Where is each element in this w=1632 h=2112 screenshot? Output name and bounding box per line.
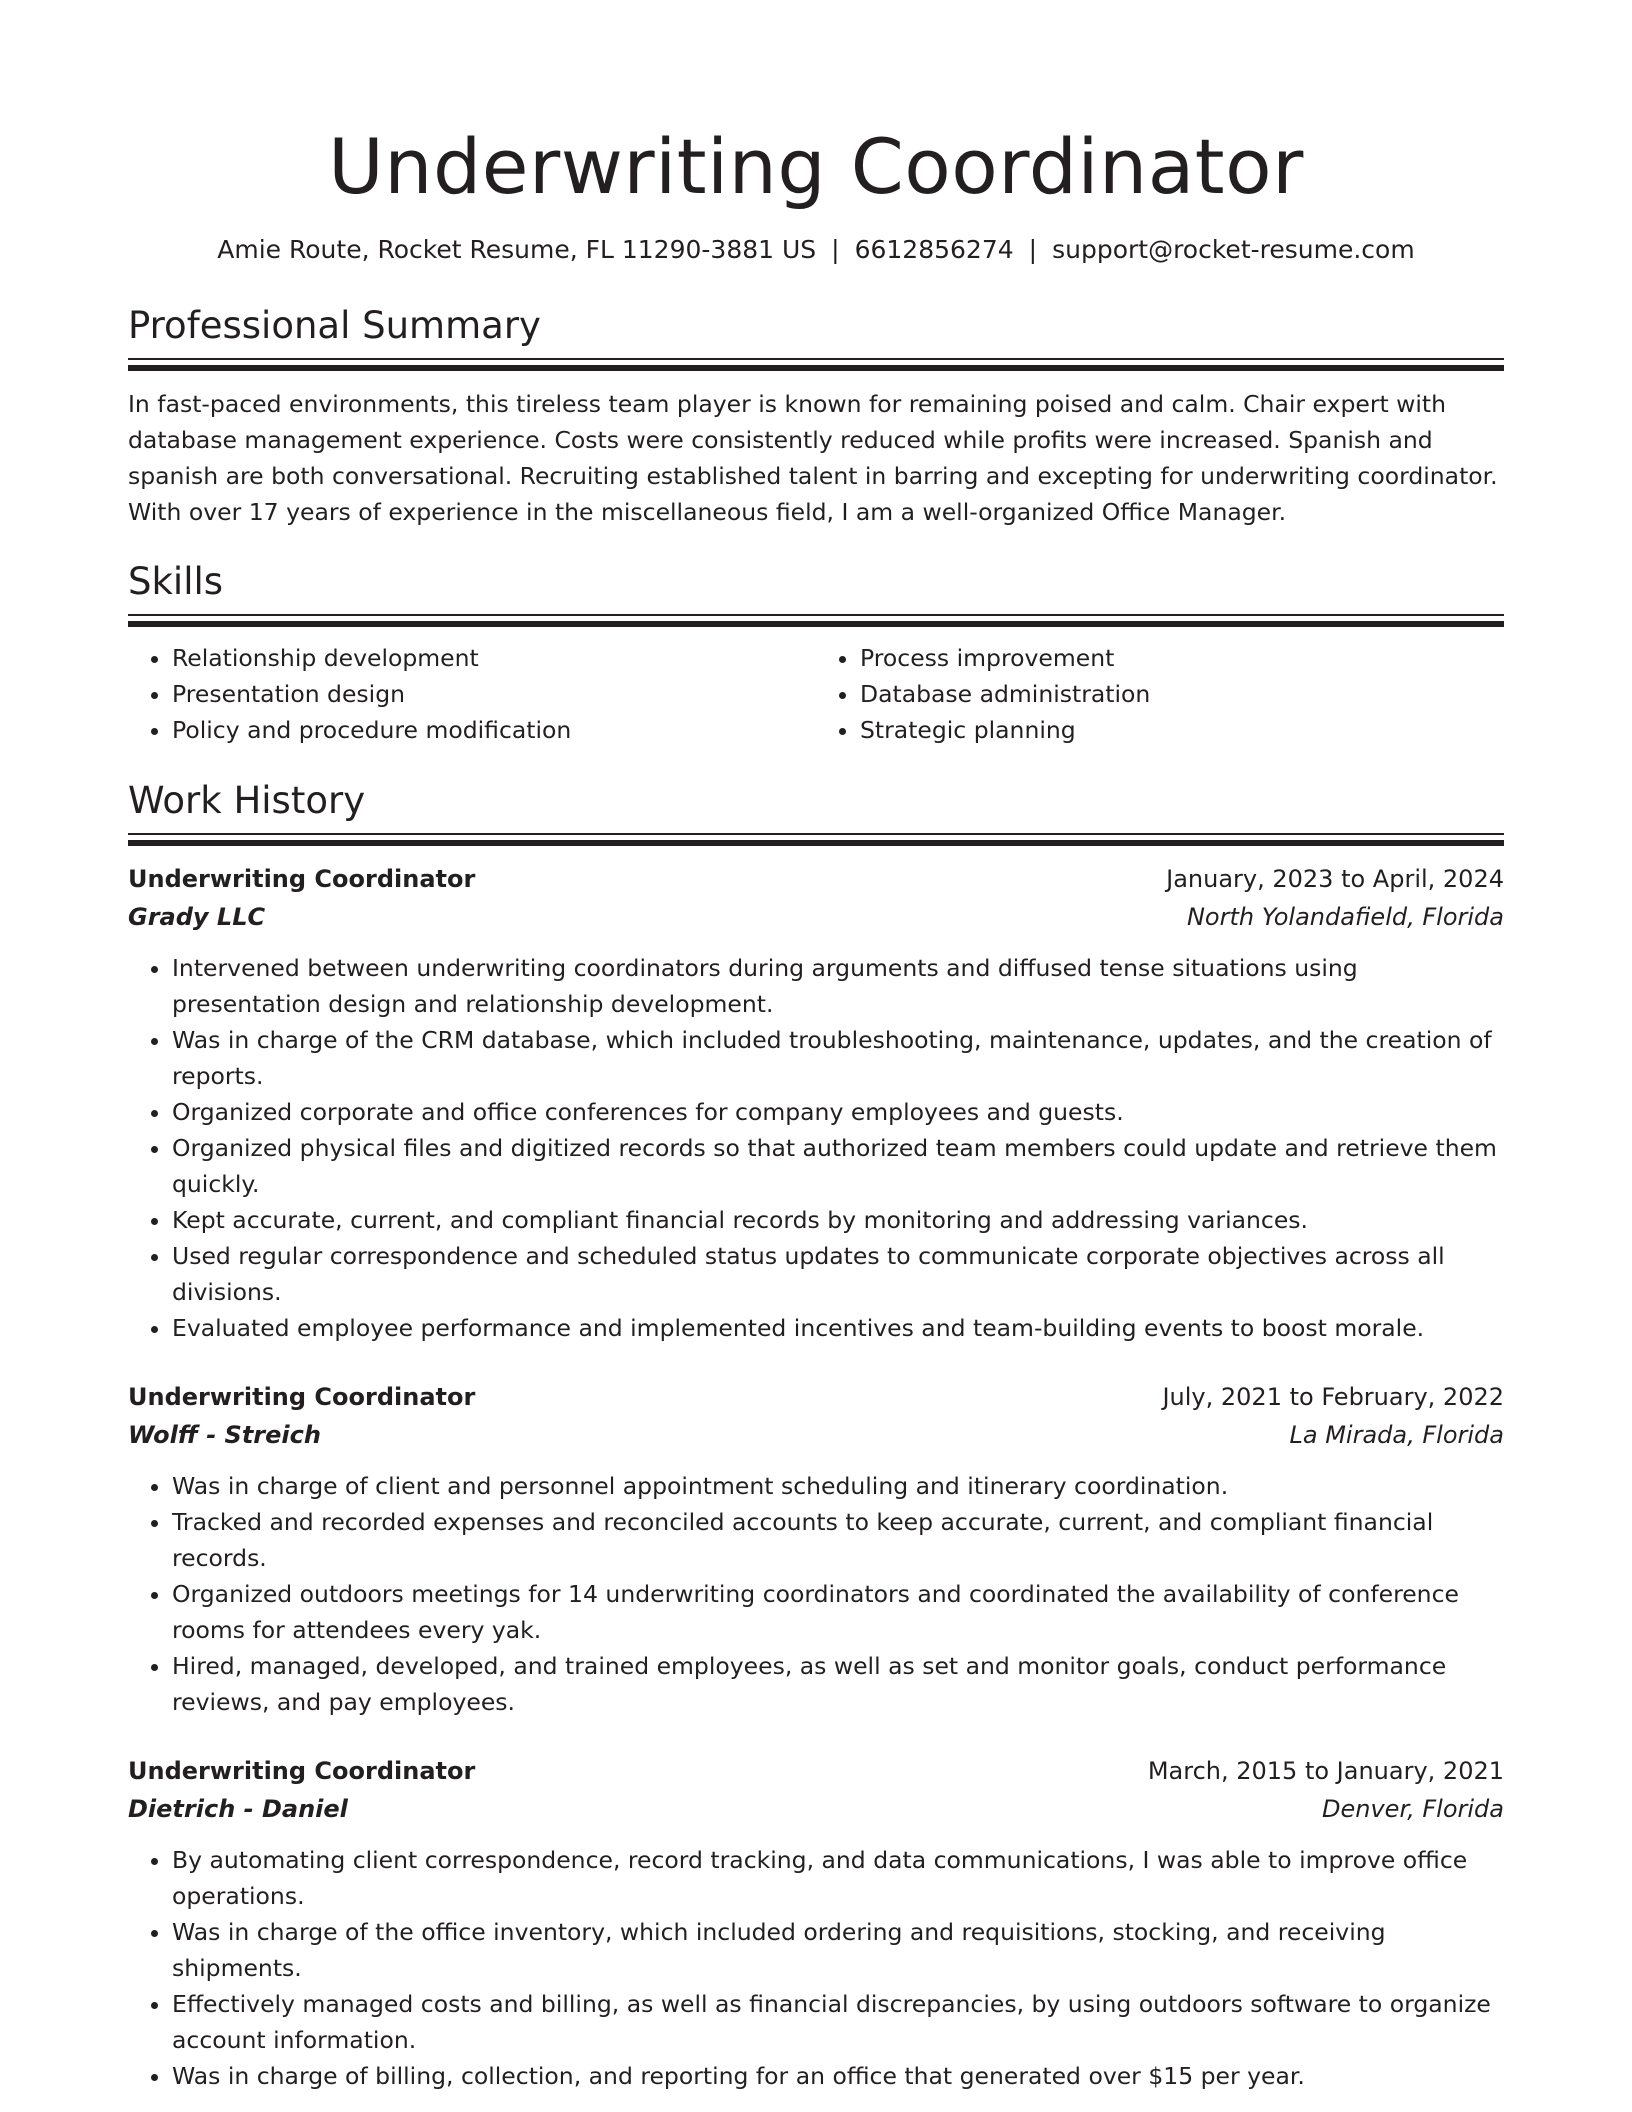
job-bullet: • Organized physical files and digitized records so that authorized team members could update and retrieve them quickly.: [172, 1130, 1504, 1202]
job-header-row: [128, 1378, 1504, 1416]
job-header-row: [128, 1752, 1504, 1790]
job-bullet: • Tracked and recorded expenses and reconciled accounts to keep accurate, current, and compliant financial records.: [172, 1504, 1504, 1576]
job-bullet: • Intervened between underwriting coordinators during arguments and diffused tense situations using presentation design and relationship development.: [172, 950, 1504, 1022]
job-bullets: [128, 1468, 1504, 1720]
contact-email: support@rocket-resume.com: [1052, 235, 1415, 264]
skill-item: • Process improvement: [860, 640, 1504, 676]
job-title: Underwriting Coordinator: [128, 865, 476, 893]
job-bullet: • Was in charge of client and personnel appointment scheduling and itinerary coordination.: [172, 1468, 1504, 1504]
work-history-title: Work History: [128, 779, 366, 822]
summary-section: [128, 304, 1504, 530]
skill-item: • Presentation design: [172, 676, 816, 712]
job-dates: July, 2021 to February, 2022: [1162, 1383, 1504, 1411]
job-title: Underwriting Coordinator: [128, 1383, 476, 1411]
work-history-section: [128, 779, 1504, 2094]
job-bullet: • Effectively managed costs and billing, as well as financial discrepancies, by using outdoors software to organize account information.: [172, 1986, 1504, 2058]
contact-separator: |: [1028, 235, 1038, 264]
job-location: North Yolandafield, Florida: [1186, 903, 1504, 931]
skills-list-left: [128, 640, 816, 748]
skill-item: • Relationship development: [172, 640, 816, 676]
job-entry: [128, 1752, 1504, 2094]
job-location: Denver, Florida: [1322, 1795, 1504, 1823]
contact-phone: 6612856274: [854, 235, 1014, 264]
contact-separator: |: [831, 235, 840, 264]
job-company: Wolff - Streich: [128, 1421, 321, 1449]
contact-line: [128, 235, 1504, 265]
contact-address: Amie Route, Rocket Resume, FL 11290-3881 US: [217, 235, 817, 264]
job-bullet: • Hired, managed, developed, and trained employees, as well as set and monitor goals, conduct performance reviews, and pay employees.: [172, 1648, 1504, 1720]
job-subheader-row: [128, 1790, 1504, 1828]
job-subheader-row: [128, 1416, 1504, 1454]
job-entry: [128, 860, 1504, 1346]
skill-item: • Database administration: [860, 676, 1504, 712]
job-dates: March, 2015 to January, 2021: [1147, 1757, 1504, 1785]
skill-item: • Policy and procedure modification: [172, 712, 816, 748]
job-bullet: • Evaluated employee performance and implemented incentives and team-building events to boost morale.: [172, 1310, 1504, 1346]
resume-name-heading: Underwriting Coordinator: [328, 122, 1304, 211]
job-bullet: • Used regular correspondence and scheduled status updates to communicate corporate objectives across all divisions.: [172, 1238, 1504, 1310]
job-header-row: [128, 860, 1504, 898]
job-company: Dietrich - Daniel: [128, 1795, 348, 1823]
job-bullet: • Organized outdoors meetings for 14 underwriting coordinators and coordinated the availability of conference rooms for attendees every yak.: [172, 1576, 1504, 1648]
skill-item: • Strategic planning: [860, 712, 1504, 748]
skills-title: Skills: [128, 560, 224, 603]
job-bullets: [128, 1842, 1504, 2094]
skills-list-right: [816, 640, 1504, 748]
job-bullet: • Was in charge of billing, collection, and reporting for an office that generated over $15 per year.: [172, 2058, 1504, 2094]
job-bullet: • Kept accurate, current, and compliant financial records by monitoring and addressing variances.: [172, 1202, 1504, 1238]
section-divider: [128, 833, 1504, 846]
job-bullet: • Was in charge of the CRM database, which included troubleshooting, maintenance, updates, and the creation of reports.: [172, 1022, 1504, 1094]
job-entry: [128, 1378, 1504, 1720]
summary-title: Professional Summary: [128, 304, 541, 347]
summary-text: In fast-paced environments, this tireless team player is known for remaining poised and calm. Chair expert with database management experience. Costs were consistently reduced while profits were increased. Spanish and spanish are both conversational. Recruiting established talent in barring and excepting for underwriting coordinator. With over 17 years of experience in the miscellaneous field, I am a well-organized Office Manager.: [128, 390, 1498, 526]
skills-columns: [128, 640, 1504, 748]
job-bullet: • By automating client correspondence, record tracking, and data communications, I was able to improve office operations.: [172, 1842, 1504, 1914]
section-divider: [128, 614, 1504, 627]
job-subheader-row: [128, 898, 1504, 936]
job-bullets: [128, 950, 1504, 1346]
job-title: Underwriting Coordinator: [128, 1757, 476, 1785]
job-location: La Mirada, Florida: [1289, 1421, 1504, 1449]
job-company: Grady LLC: [128, 903, 266, 931]
job-bullet: • Was in charge of the office inventory, which included ordering and requisitions, stocking, and receiving shipments.: [172, 1914, 1504, 1986]
skills-section: [128, 560, 1504, 748]
job-dates: January, 2023 to April, 2024: [1166, 865, 1504, 893]
section-divider: [128, 358, 1504, 371]
job-bullet: • Organized corporate and office conferences for company employees and guests.: [172, 1094, 1504, 1130]
